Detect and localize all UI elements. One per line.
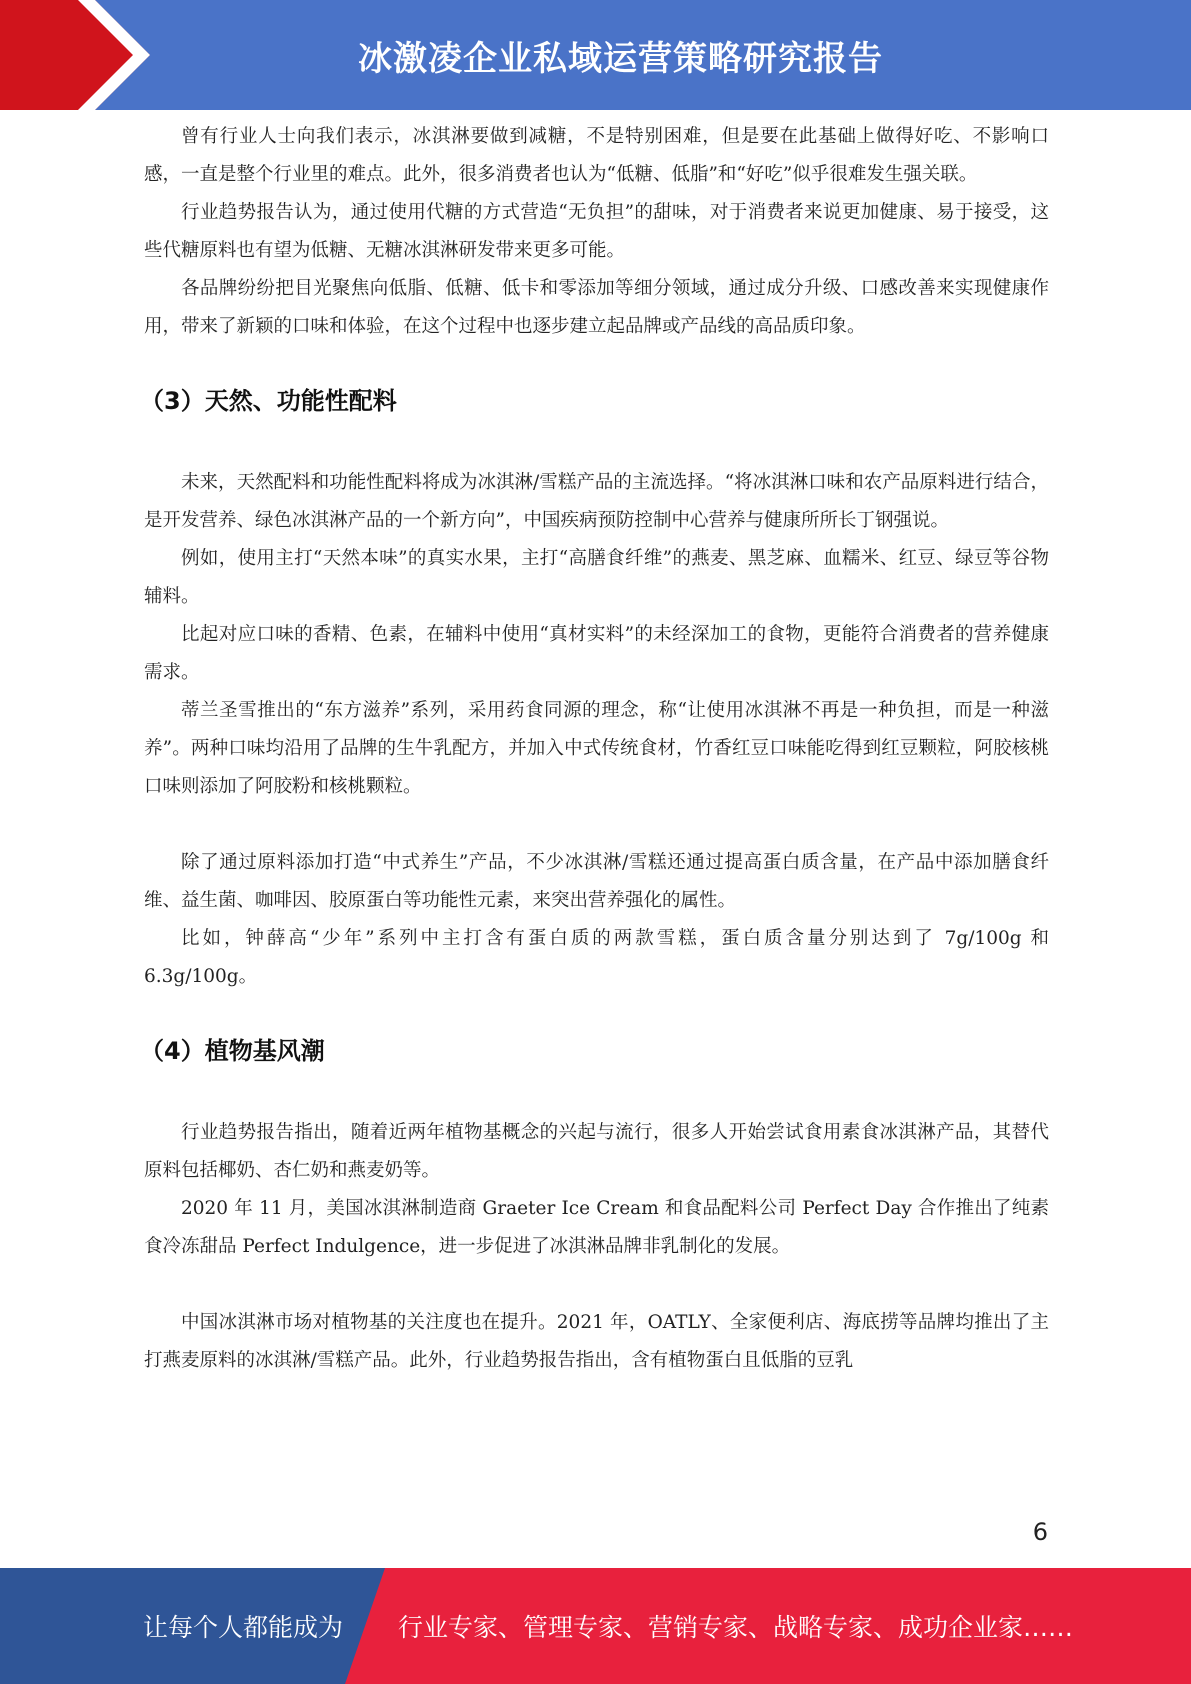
paragraph: 中国冰淇淋市场对植物基的关注度也在提升。2021 年，OATLY、全家便利店、海底捞等品牌均推出了主打燕麦原料的冰淇淋/雪糕产品。此外，行业趋势报告指出，含有植物蛋白且低脂的豆乳 — [144, 1312, 1049, 1371]
paragraph: 蒂兰圣雪推出的“东方滋养”系列，采用药食同源的理念，称“让使用冰淇淋不再是一种负担，而是一种滋养”。两种口味均沿用了品牌的生牛乳配方，并加入中式传统食材，竹香红豆口味能吃得到红豆颗粒，阿胶核桃口味则添加了阿胶粉和核桃颗粒。 — [144, 700, 1049, 797]
page-header — [0, 0, 1191, 110]
paragraph: 未来，天然配料和功能性配料将成为冰淇淋/雪糕产品的主流选择。“将冰淇淋口味和农产品原料进行结合，是开发营养、绿色冰淇淋产品的一个新方向”，中国疾病预防控制中心营养与健康所所长丁钢强说。 — [144, 472, 1049, 531]
paragraph: 比起对应口味的香精、色素，在辅料中使用“真材实料”的未经深加工的食物，更能符合消费者的营养健康需求。 — [144, 624, 1049, 683]
section-heading-3: （3）天然、功能性配料 — [140, 387, 397, 415]
document-body — [140, 118, 1049, 1380]
paragraph: 除了通过原料添加打造“中式养生”产品，不少冰淇淋/雪糕还通过提高蛋白质含量，在产品中添加膳食纤维、益生菌、咖啡因、胶原蛋白等功能性元素，来突出营养强化的属性。 — [144, 852, 1049, 911]
page-footer — [0, 1568, 1191, 1684]
paragraph: 曾有行业人士向我们表示，冰淇淋要做到减糖，不是特别困难，但是要在此基础上做得好吃、不影响口感，一直是整个行业里的难点。此外，很多消费者也认为“低糖、低脂”和“好吃”似乎很难发生强关联。 — [144, 126, 1049, 185]
footer-slogan-left: 让每个人都能成为 — [143, 1613, 344, 1642]
blank-line — [144, 1266, 1049, 1304]
paragraph: 各品牌纷纷把目光聚焦向低脂、低糖、低卡和零添加等细分领域，通过成分升级、口感改善来实现健康作用，带来了新颖的口味和体验，在这个过程中也逐步建立起品牌或产品线的高品质印象。 — [144, 278, 1049, 337]
paragraph: 行业趋势报告认为，通过使用代糖的方式营造“无负担”的甜味，对于消费者来说更加健康、易于接受，这些代糖原料也有望为低糖、无糖冰淇淋研发带来更多可能。 — [144, 202, 1049, 261]
blank-line — [144, 806, 1049, 844]
paragraph: 2020 年 11 月，美国冰淇淋制造商 Graeter Ice Cream 和食品配料公司 Perfect Day 合作推出了纯素食冷冻甜品 Perfect Indulgence，进一步促进了冰淇淋品牌非乳制化的发展。 — [144, 1198, 1049, 1257]
page-number: 6 — [1032, 1518, 1048, 1546]
paragraph: 比如，钟薛高“少年”系列中主打含有蛋白质的两款雪糕，蛋白质含量分别达到了 7g/100g 和 6.3g/100g。 — [144, 928, 1049, 987]
paragraph: 例如，使用主打“天然本味”的真实水果，主打“高膳食纤维”的燕麦、黑芝麻、血糯米、红豆、绿豆等谷物辅料。 — [144, 548, 1049, 607]
section-heading-4: （4）植物基风潮 — [140, 1037, 325, 1065]
paragraph: 行业趋势报告指出，随着近两年植物基概念的兴起与流行，很多人开始尝试食用素食冰淇淋产品，其替代原料包括椰奶、杏仁奶和燕麦奶等。 — [144, 1122, 1049, 1181]
footer-slogan-right: 行业专家、管理专家、营销专家、战略专家、成功企业家…… — [398, 1613, 1074, 1642]
report-title: 冰激凌企业私域运营策略研究报告 — [358, 38, 883, 79]
